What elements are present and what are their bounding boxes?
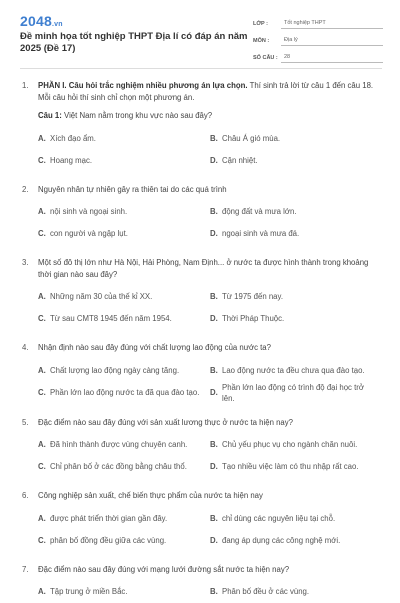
header-divider xyxy=(20,68,382,69)
option-c[interactable] xyxy=(38,150,210,172)
option-text: Tạo nhiều việc làm có thu nhập rất cao. xyxy=(222,461,359,473)
meta-key: SỐ CÂU : xyxy=(253,55,281,63)
option-letter: C. xyxy=(38,461,50,473)
option-text: đang áp dụng các công nghệ mới. xyxy=(222,535,340,547)
option-text: Chủ yếu phục vụ cho ngành chăn nuôi. xyxy=(222,439,357,451)
option-letter: B. xyxy=(210,291,222,303)
option-text: Xích đạo ẩm. xyxy=(50,133,96,145)
option-c[interactable] xyxy=(38,456,210,478)
question-number: 6. xyxy=(22,490,29,502)
question-item xyxy=(0,184,400,246)
option-letter: B. xyxy=(210,513,222,525)
question-text: Đặc điểm nào sau đây đúng với mạng lưới đường sắt nước ta hiện nay? xyxy=(38,564,380,576)
option-text: Từ sau CMT8 1945 đến năm 1954. xyxy=(50,313,172,325)
option-b[interactable] xyxy=(210,508,382,530)
meta-key: LỚP : xyxy=(253,21,281,29)
option-d[interactable] xyxy=(210,223,382,245)
question-number: 2. xyxy=(22,184,29,196)
option-letter: C. xyxy=(38,155,50,167)
option-text: Tập trung ở miền Bắc. xyxy=(50,586,128,598)
question-item xyxy=(0,342,400,405)
option-letter: D. xyxy=(210,461,222,473)
option-c[interactable] xyxy=(38,223,210,245)
option-b[interactable] xyxy=(210,434,382,456)
option-text: được phát triển thời gian gần đây. xyxy=(50,513,167,525)
option-d[interactable] xyxy=(210,456,382,478)
option-letter: A. xyxy=(38,586,50,598)
option-grid xyxy=(38,360,380,405)
option-b[interactable] xyxy=(210,286,382,308)
option-text: động đất và mưa lớn. xyxy=(222,206,296,218)
option-letter: D. xyxy=(210,155,222,167)
option-grid xyxy=(38,201,380,245)
option-text: Đã hình thành được vùng chuyên canh. xyxy=(50,439,187,451)
option-b[interactable] xyxy=(210,201,382,223)
question-text: Nhận định nào sau đây đúng với chất lượng lao động của nước ta? xyxy=(38,342,380,354)
option-letter: B. xyxy=(210,586,222,598)
question-list xyxy=(0,80,400,603)
question-item xyxy=(0,417,400,479)
question-text: Đặc điểm nào sau đây đúng với sản xuất lương thực ở nước ta hiện nay? xyxy=(38,417,380,429)
part-title: PHẦN I. Câu hỏi trắc nghiệm nhiều phương án lựa chọn. xyxy=(38,81,248,90)
option-letter: A. xyxy=(38,291,50,303)
option-a[interactable] xyxy=(38,128,210,150)
option-text: Phân bố đều ở các vùng. xyxy=(222,586,309,598)
option-grid xyxy=(38,434,380,478)
option-grid xyxy=(38,508,380,552)
logo-main: 2048 xyxy=(20,13,52,29)
option-b[interactable] xyxy=(210,128,382,150)
option-text: Chỉ phân bố ở các đồng bằng châu thổ. xyxy=(50,461,187,473)
option-text: Cận nhiệt. xyxy=(222,155,258,167)
document-title: Đề minh họa tốt nghiệp THPT Địa lí có đáp án năm 2025 (Đề 17) xyxy=(20,31,250,54)
option-text: ngoại sinh và mưa đá. xyxy=(222,228,299,240)
question-number: 3. xyxy=(22,257,29,269)
option-a[interactable] xyxy=(38,286,210,308)
question-text: Nguyên nhân tự nhiên gây ra thiên tai do các quá trình xyxy=(38,184,380,196)
question-text: Một số đô thị lớn như Hà Nội, Hải Phòng, Nam Định... ở nước ta được hình thành trong khoảng thời gian nào sau đây? xyxy=(38,257,380,280)
question-number: 4. xyxy=(22,342,29,354)
option-text: Những năm 30 của thế kỉ XX. xyxy=(50,291,152,303)
option-text: phân bố đồng đều giữa các vùng. xyxy=(50,535,166,547)
option-text: nội sinh và ngoại sinh. xyxy=(50,206,127,218)
option-text: chỉ dùng các nguyên liệu tại chỗ. xyxy=(222,513,335,525)
meta-row-subject xyxy=(253,29,383,46)
meta-value: 28 xyxy=(281,54,383,63)
sub-question-text: Việt Nam nằm trong khu vực nào sau đây? xyxy=(62,111,212,120)
question-text: Công nghiệp sản xuất, chế biến thực phẩm của nước ta hiện nay xyxy=(38,490,380,502)
question-number: 5. xyxy=(22,417,29,429)
option-letter: A. xyxy=(38,206,50,218)
option-b[interactable] xyxy=(210,360,382,382)
logo-suffix: .vn xyxy=(52,21,63,28)
option-letter: D. xyxy=(210,228,222,240)
option-a[interactable] xyxy=(38,434,210,456)
question-item xyxy=(0,490,400,552)
option-text: Phần lớn lao động có trình độ đại học trở lên. xyxy=(222,382,376,405)
option-grid xyxy=(38,128,380,172)
option-text: Từ 1975 đến nay. xyxy=(222,291,283,303)
meta-value: Địa lý xyxy=(281,37,383,46)
question-item xyxy=(0,564,400,603)
option-d[interactable] xyxy=(210,530,382,552)
question-number: 7. xyxy=(22,564,29,576)
option-letter: A. xyxy=(38,439,50,451)
question-item xyxy=(0,257,400,330)
option-d[interactable] xyxy=(210,308,382,330)
option-letter: A. xyxy=(38,513,50,525)
option-grid xyxy=(38,286,380,330)
option-letter: A. xyxy=(38,133,50,145)
option-letter: B. xyxy=(210,133,222,145)
option-letter: D. xyxy=(210,387,222,399)
option-c[interactable] xyxy=(38,382,210,405)
site-logo[interactable] xyxy=(20,13,63,29)
option-letter: C. xyxy=(38,535,50,547)
option-text: Lao động nước ta đều chưa qua đào tạo. xyxy=(222,365,365,377)
header xyxy=(0,0,400,66)
meta-key: MÔN : xyxy=(253,38,281,46)
option-text: Châu Á gió mùa. xyxy=(222,133,280,145)
sub-question xyxy=(38,110,380,122)
question-number: 1. xyxy=(22,80,29,92)
question-text xyxy=(38,80,380,103)
option-a[interactable] xyxy=(38,360,210,382)
option-letter: B. xyxy=(210,206,222,218)
option-d[interactable] xyxy=(210,150,382,172)
option-text: Phần lớn lao động nước ta đã qua đào tạo. xyxy=(50,387,199,399)
meta-row-count xyxy=(253,46,383,63)
option-letter: C. xyxy=(38,228,50,240)
option-c[interactable] xyxy=(38,530,210,552)
option-text: Chất lượng lao động ngày càng tăng. xyxy=(50,365,179,377)
option-text: Hoang mạc. xyxy=(50,155,92,167)
option-text: con người và ngập lụt. xyxy=(50,228,128,240)
option-a[interactable] xyxy=(38,201,210,223)
option-d[interactable] xyxy=(210,382,382,405)
option-letter: C. xyxy=(38,313,50,325)
option-letter: B. xyxy=(210,439,222,451)
option-letter: D. xyxy=(210,535,222,547)
option-a[interactable] xyxy=(38,508,210,530)
part-instruction: Thí sinh trả lời từ câu 1 đến câu 18. Mỗi câu hỏi thí sinh chỉ chọn một phương án. xyxy=(38,81,373,102)
option-c[interactable] xyxy=(38,308,210,330)
meta-value: Tốt nghiệp THPT xyxy=(281,20,383,29)
meta-table xyxy=(253,12,383,63)
option-letter: C. xyxy=(38,387,50,399)
meta-row-class xyxy=(253,12,383,29)
option-text: Thời Pháp Thuộc. xyxy=(222,313,284,325)
question-item xyxy=(0,80,400,172)
option-letter: D. xyxy=(210,313,222,325)
option-letter: B. xyxy=(210,365,222,377)
sub-question-label: Câu 1: xyxy=(38,111,62,120)
option-letter: A. xyxy=(38,365,50,377)
